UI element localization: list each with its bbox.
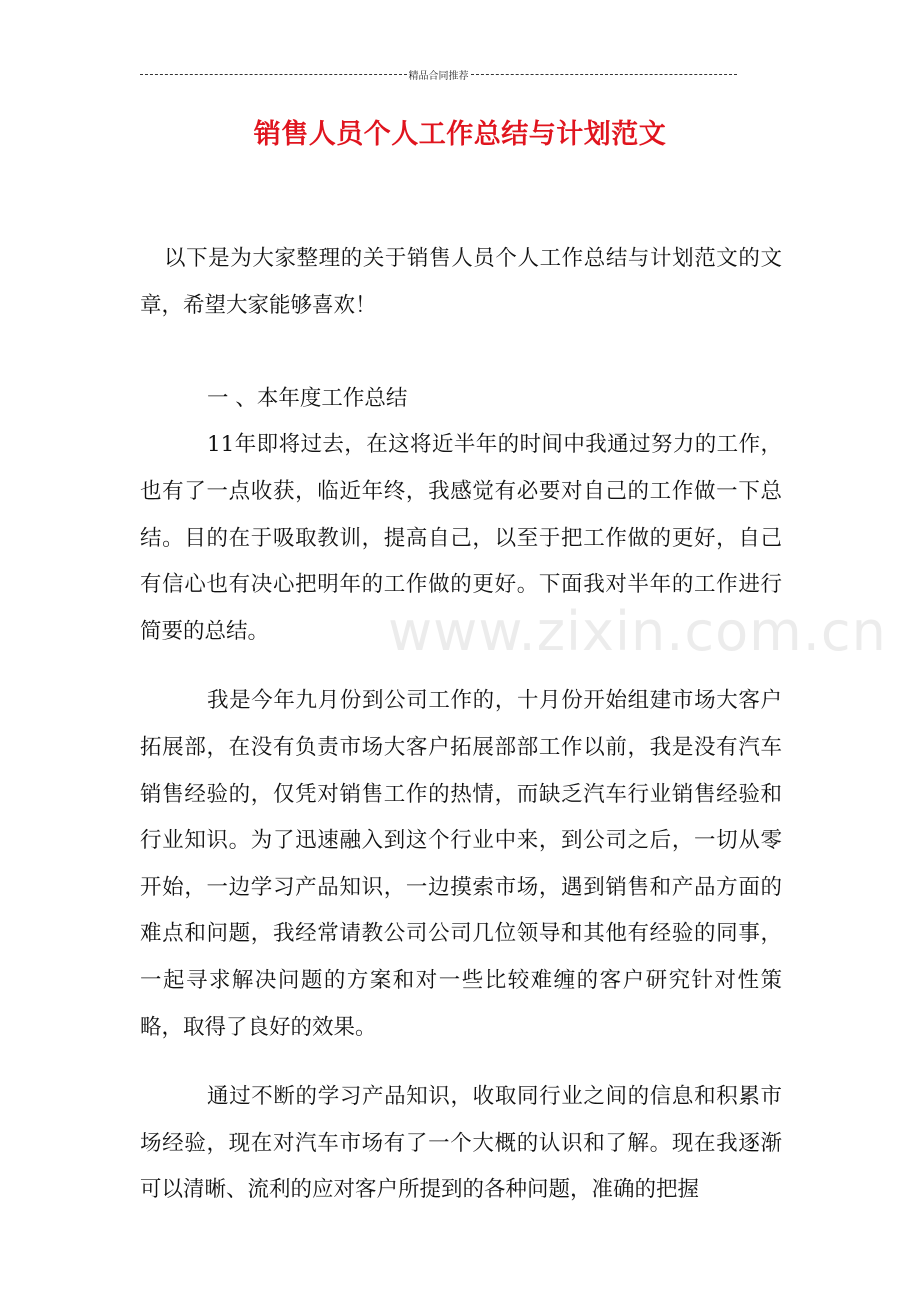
document-body [140, 236, 782, 1214]
body-paragraph-1: 11年即将过去，在这将近半年的时间中我通过努力的工作，也有了一点收获，临近年终，我感觉有必要对自己的工作做一下总结。目的在于吸取教训，提高自己，以至于把工作做的更好，自己有信心也有决心把明年的工作做的更好。下面我对半年的工作进行简要的总结。 [140, 432, 782, 644]
paragraph-gap [140, 655, 782, 678]
watermark: www.zixin.com.cn [388, 600, 887, 663]
paragraph-gap [140, 1051, 782, 1074]
body-paragraph-3: 通过不断的学习产品知识，收取同行业之间的信息和积累市场经验，现在对汽车市场有了一个大概的认识和了解。现在我逐渐可以清晰、流利的应对客户所提到的各种问题，准确的把握 [140, 1084, 782, 1203]
spacer [140, 329, 782, 376]
body-paragraph-2: 我是今年九月份到公司工作的，十月份开始组建市场大客户拓展部，在没有负责市场大客户拓展部部工作以前，我是没有汽车销售经验的，仅凭对销售工作的热情，而缺乏汽车行业销售经验和行业知识。为了迅速融入到这个行业中来，到公司之后，一切从零开始，一边学习产品知识，一边摸索市场，遇到销售和产品方面的难点和问题，我经常请教公司公司几位领导和其他有经验的同事，一起寻求解决问题的方案和对一些比较难缠的客户研究针对性策略，取得了良好的效果。 [140, 688, 782, 1040]
header-label: 精品合同推荐 [408, 70, 469, 82]
document-title: 销售人员个人工作总结与计划范文 [253, 119, 667, 150]
section-heading: 一 、本年度工作总结 [207, 385, 408, 411]
header-dash-left [140, 74, 407, 75]
header-rule [140, 66, 737, 82]
header-dash-right [471, 74, 738, 75]
intro-paragraph: 以下是为大家整理的关于销售人员个人工作总结与计划范文的文章，希望大家能够喜欢！ [140, 246, 782, 318]
